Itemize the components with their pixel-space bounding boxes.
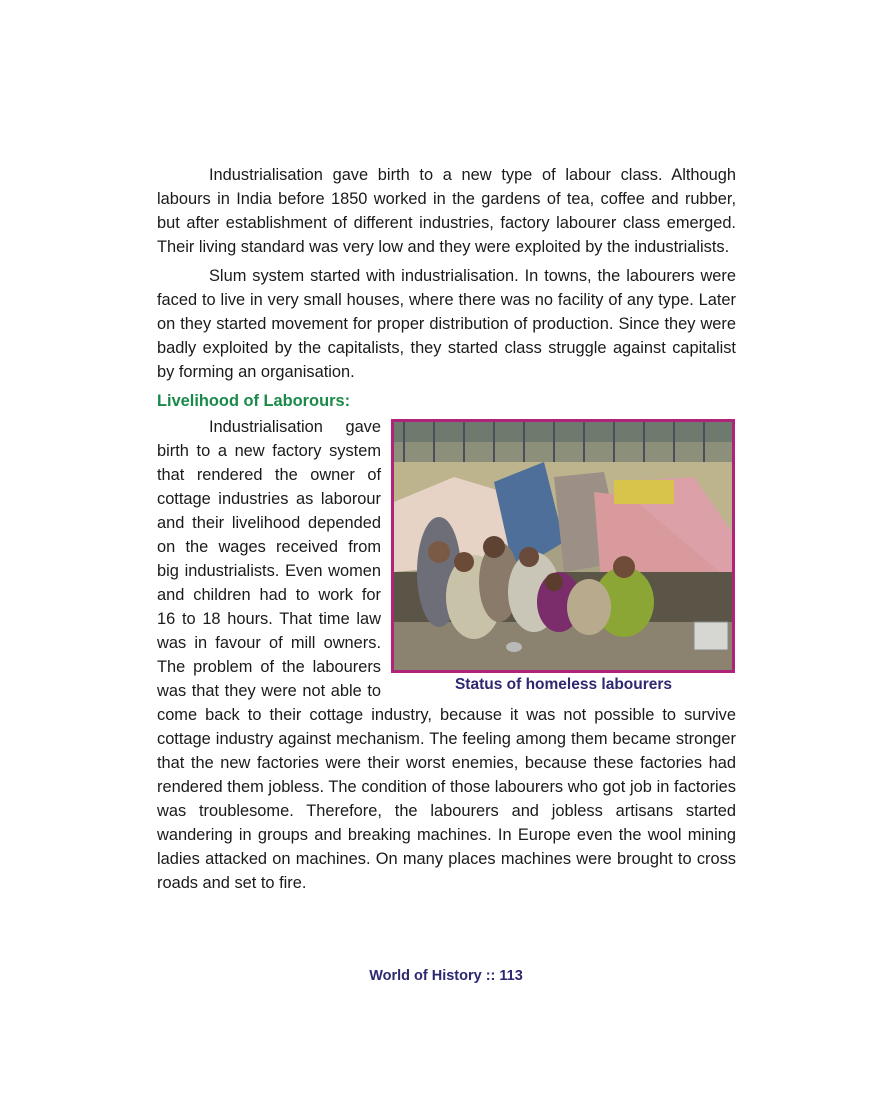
paragraph-2: Slum system started with industrialisation. In towns, the labourers were faced to live in very small houses, where there was no facility of any type. Later on they started movement for proper distribution of production. Since they were badly exploited by the capitalists, they started class struggle against capitalist by forming an organisation. [157, 267, 736, 381]
figure [391, 419, 736, 697]
homeless-labourers-photo [391, 419, 735, 673]
section-heading: Livelihood of Laborours: [157, 392, 351, 410]
paragraph-3: Industrialisation gave birth to a new factory system that rendered the owner of cottage industries as laborour and their livelihood depended on the wages received from big industrialists. Even women and children had to work for 16 to 18 hours. That time law was in favour of mill owners. The problem of the labourers was that they were not able to come back to their cottage industry, because it was not possible to survive cottage industry against mechanism. The feeling among them became stronger that the new factories were their worst enemies, because these factories had rendered them jobless. The condition of those labourers who got job in factories was troublesome. Therefore, the labourers and jobless artisans started wandering in groups and breaking machines. In Europe even the wool mining ladies attacked on machines. On many places machines were brought to cross roads and set to fire. [157, 418, 736, 892]
paragraph-1: Industrialisation gave birth to a new type of labour class. Although labours in India before 1850 worked in the gardens of tea, coffee and rubber, but after establishment of different industries, factory labourer class emerged. Their living standard was very low and they were exploited by the industrialists. [157, 166, 736, 256]
page-footer: World of History :: 113 [369, 968, 523, 984]
figure-caption: Status of homeless labourers [454, 676, 673, 693]
paragraph-3-intro [157, 415, 736, 895]
page-content [157, 163, 736, 895]
